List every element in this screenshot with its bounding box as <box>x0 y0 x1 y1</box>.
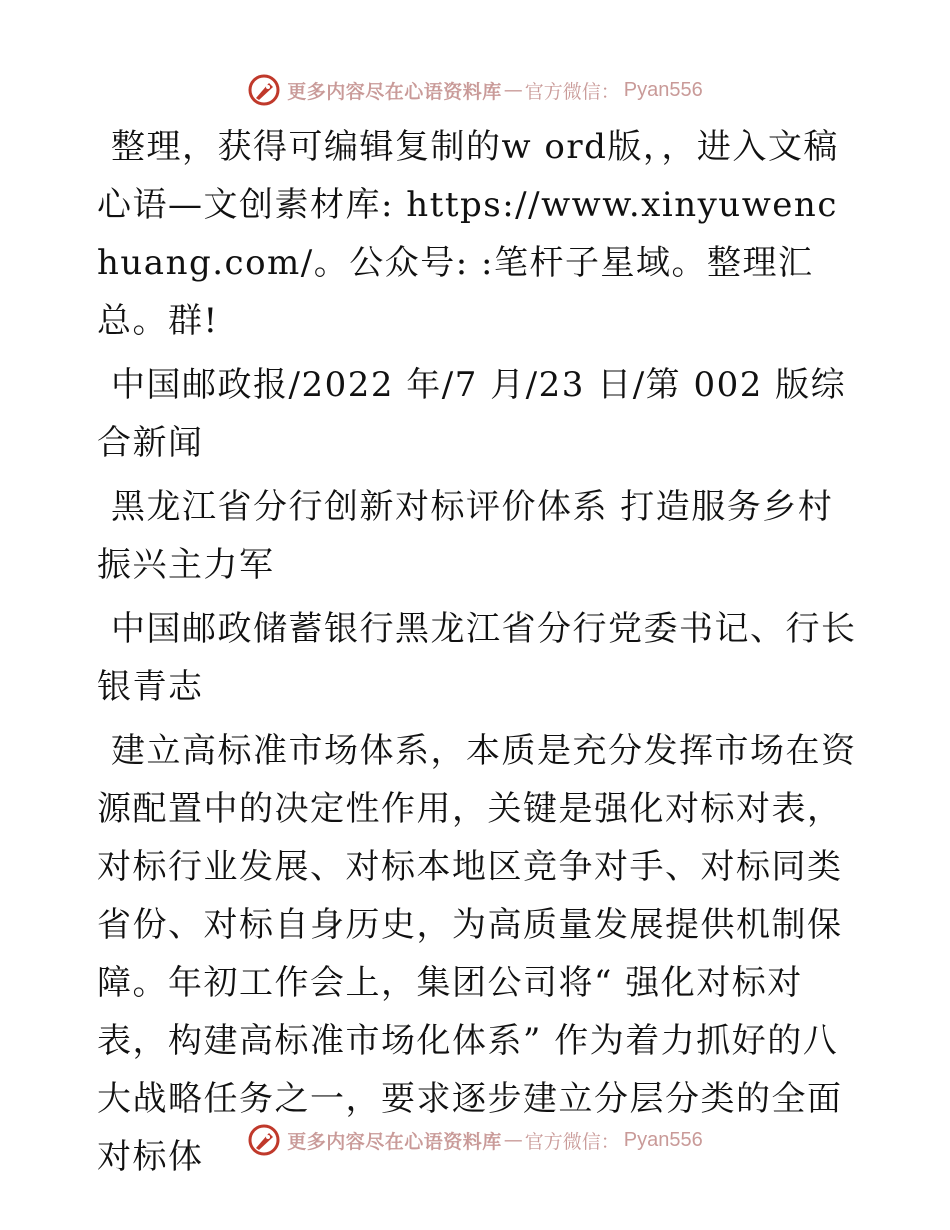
banner-wechat-id: Pyan556 <box>623 1128 703 1151</box>
banner-label: 官方微信： <box>524 1130 620 1153</box>
banner-label: 官方微信： <box>524 80 620 103</box>
banner-separator: — <box>503 79 523 101</box>
intro-paragraph: 整理，获得可编辑复制的w ord版，，进入文稿心语—文创素材库: https://www.xinyuwenchuang.com/。公众号: :笔杆子星域。整理汇总。群! <box>97 127 839 341</box>
pen-nib-logo-icon <box>247 73 281 107</box>
article-title: 黑龙江省分行创新对标评价体系 打造服务乡村振兴主力军 <box>97 487 834 585</box>
banner-separator: — <box>503 1129 523 1151</box>
footer-watermark-banner <box>0 1120 950 1160</box>
author-line: 中国邮政储蓄银行黑龙江省分行党委书记、行长银青志 <box>97 609 857 707</box>
banner-title: 更多内容尽在心语资料库 <box>287 80 502 103</box>
document-body <box>97 118 857 1192</box>
header-watermark-banner <box>0 70 950 110</box>
source-line: 中国邮政报/2022 年/7 月/23 日/第 002 版综合新闻 <box>97 365 847 463</box>
body-paragraph: 建立高标准市场体系，本质是充分发挥市场在资源配置中的决定性作用，关键是强化对标对表，对标行业发展、对标本地区竞争对手、对标同类省份、对标自身历史，为高质量发展提供机制保障。年初工作会上，集团公司将“ 强化对标对表，构建高标准市场化体系” 作为着力抓好的八大战略任务之一，要求逐步建立分层分类的全面对标体 <box>97 731 857 1177</box>
pen-nib-logo-icon <box>247 1123 281 1157</box>
banner-wechat-id: Pyan556 <box>623 78 703 101</box>
banner-title: 更多内容尽在心语资料库 <box>287 1130 502 1153</box>
